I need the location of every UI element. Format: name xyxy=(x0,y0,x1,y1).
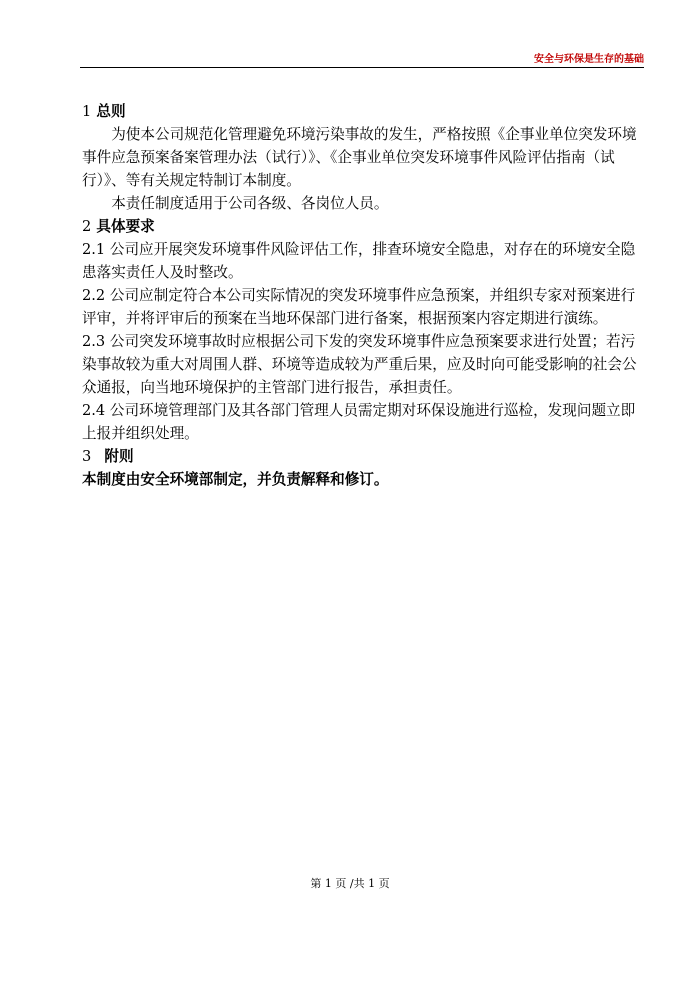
section-title: 具体要求 xyxy=(96,218,155,235)
section-number: 2 xyxy=(82,218,92,235)
section-number: 1 xyxy=(82,103,92,120)
requirement-item: 2.1 公司应开展突发环境事件风险评估工作，排查环境安全隐患，对存在的环境安全隐患落实责任人及时整改。 xyxy=(82,241,636,281)
section-heading-supplementary xyxy=(82,445,642,468)
section-title: 附则 xyxy=(104,448,134,465)
requirement-item: 2.2 公司应制定符合本公司实际情况的突发环境事件应急预案，并组织专家对预案进行评审，并将评审后的预案在当地环保部门进行备案，根据预案内容定期进行演练。 xyxy=(82,287,636,327)
requirement-item: 2.3 公司突发环境事故时应根据公司下发的突发环境事件应急预案要求进行处置；若污染事故较为重大对周围人群、环境等造成较为严重后果，应及时向可能受影响的社会公众通报，向当地环境保护的主管部门进行报告，承担责任。 xyxy=(82,333,637,396)
header-tagline: 安全与环保是生存的基础 xyxy=(534,54,644,65)
header-divider xyxy=(80,67,644,68)
paragraph: 为使本公司规范化管理避免环境污染事故的发生，严格按照《企事业单位突发环境事件应急预案备案管理办法（试行）》、《企事业单位突发环境事件风险评估指南（试行）》、等有关规定特制订本制度。 xyxy=(82,126,637,189)
section-heading-general xyxy=(82,100,642,123)
supplementary-statement: 本制度由安全环境部制定，并负责解释和修订。 xyxy=(82,471,389,488)
section-title: 总则 xyxy=(96,103,126,120)
paragraph: 本责任制度适用于公司各级、各岗位人员。 xyxy=(111,195,389,212)
document-body xyxy=(82,100,642,491)
section-number: 3 xyxy=(82,448,92,465)
page-footer: 第 1 页 /共 1 页 xyxy=(310,877,390,890)
section-heading-requirements xyxy=(82,215,642,238)
requirement-item: 2.4 公司环境管理部门及其各部门管理人员需定期对环保设施进行巡检，发现问题立即上报并组织处理。 xyxy=(82,402,636,442)
